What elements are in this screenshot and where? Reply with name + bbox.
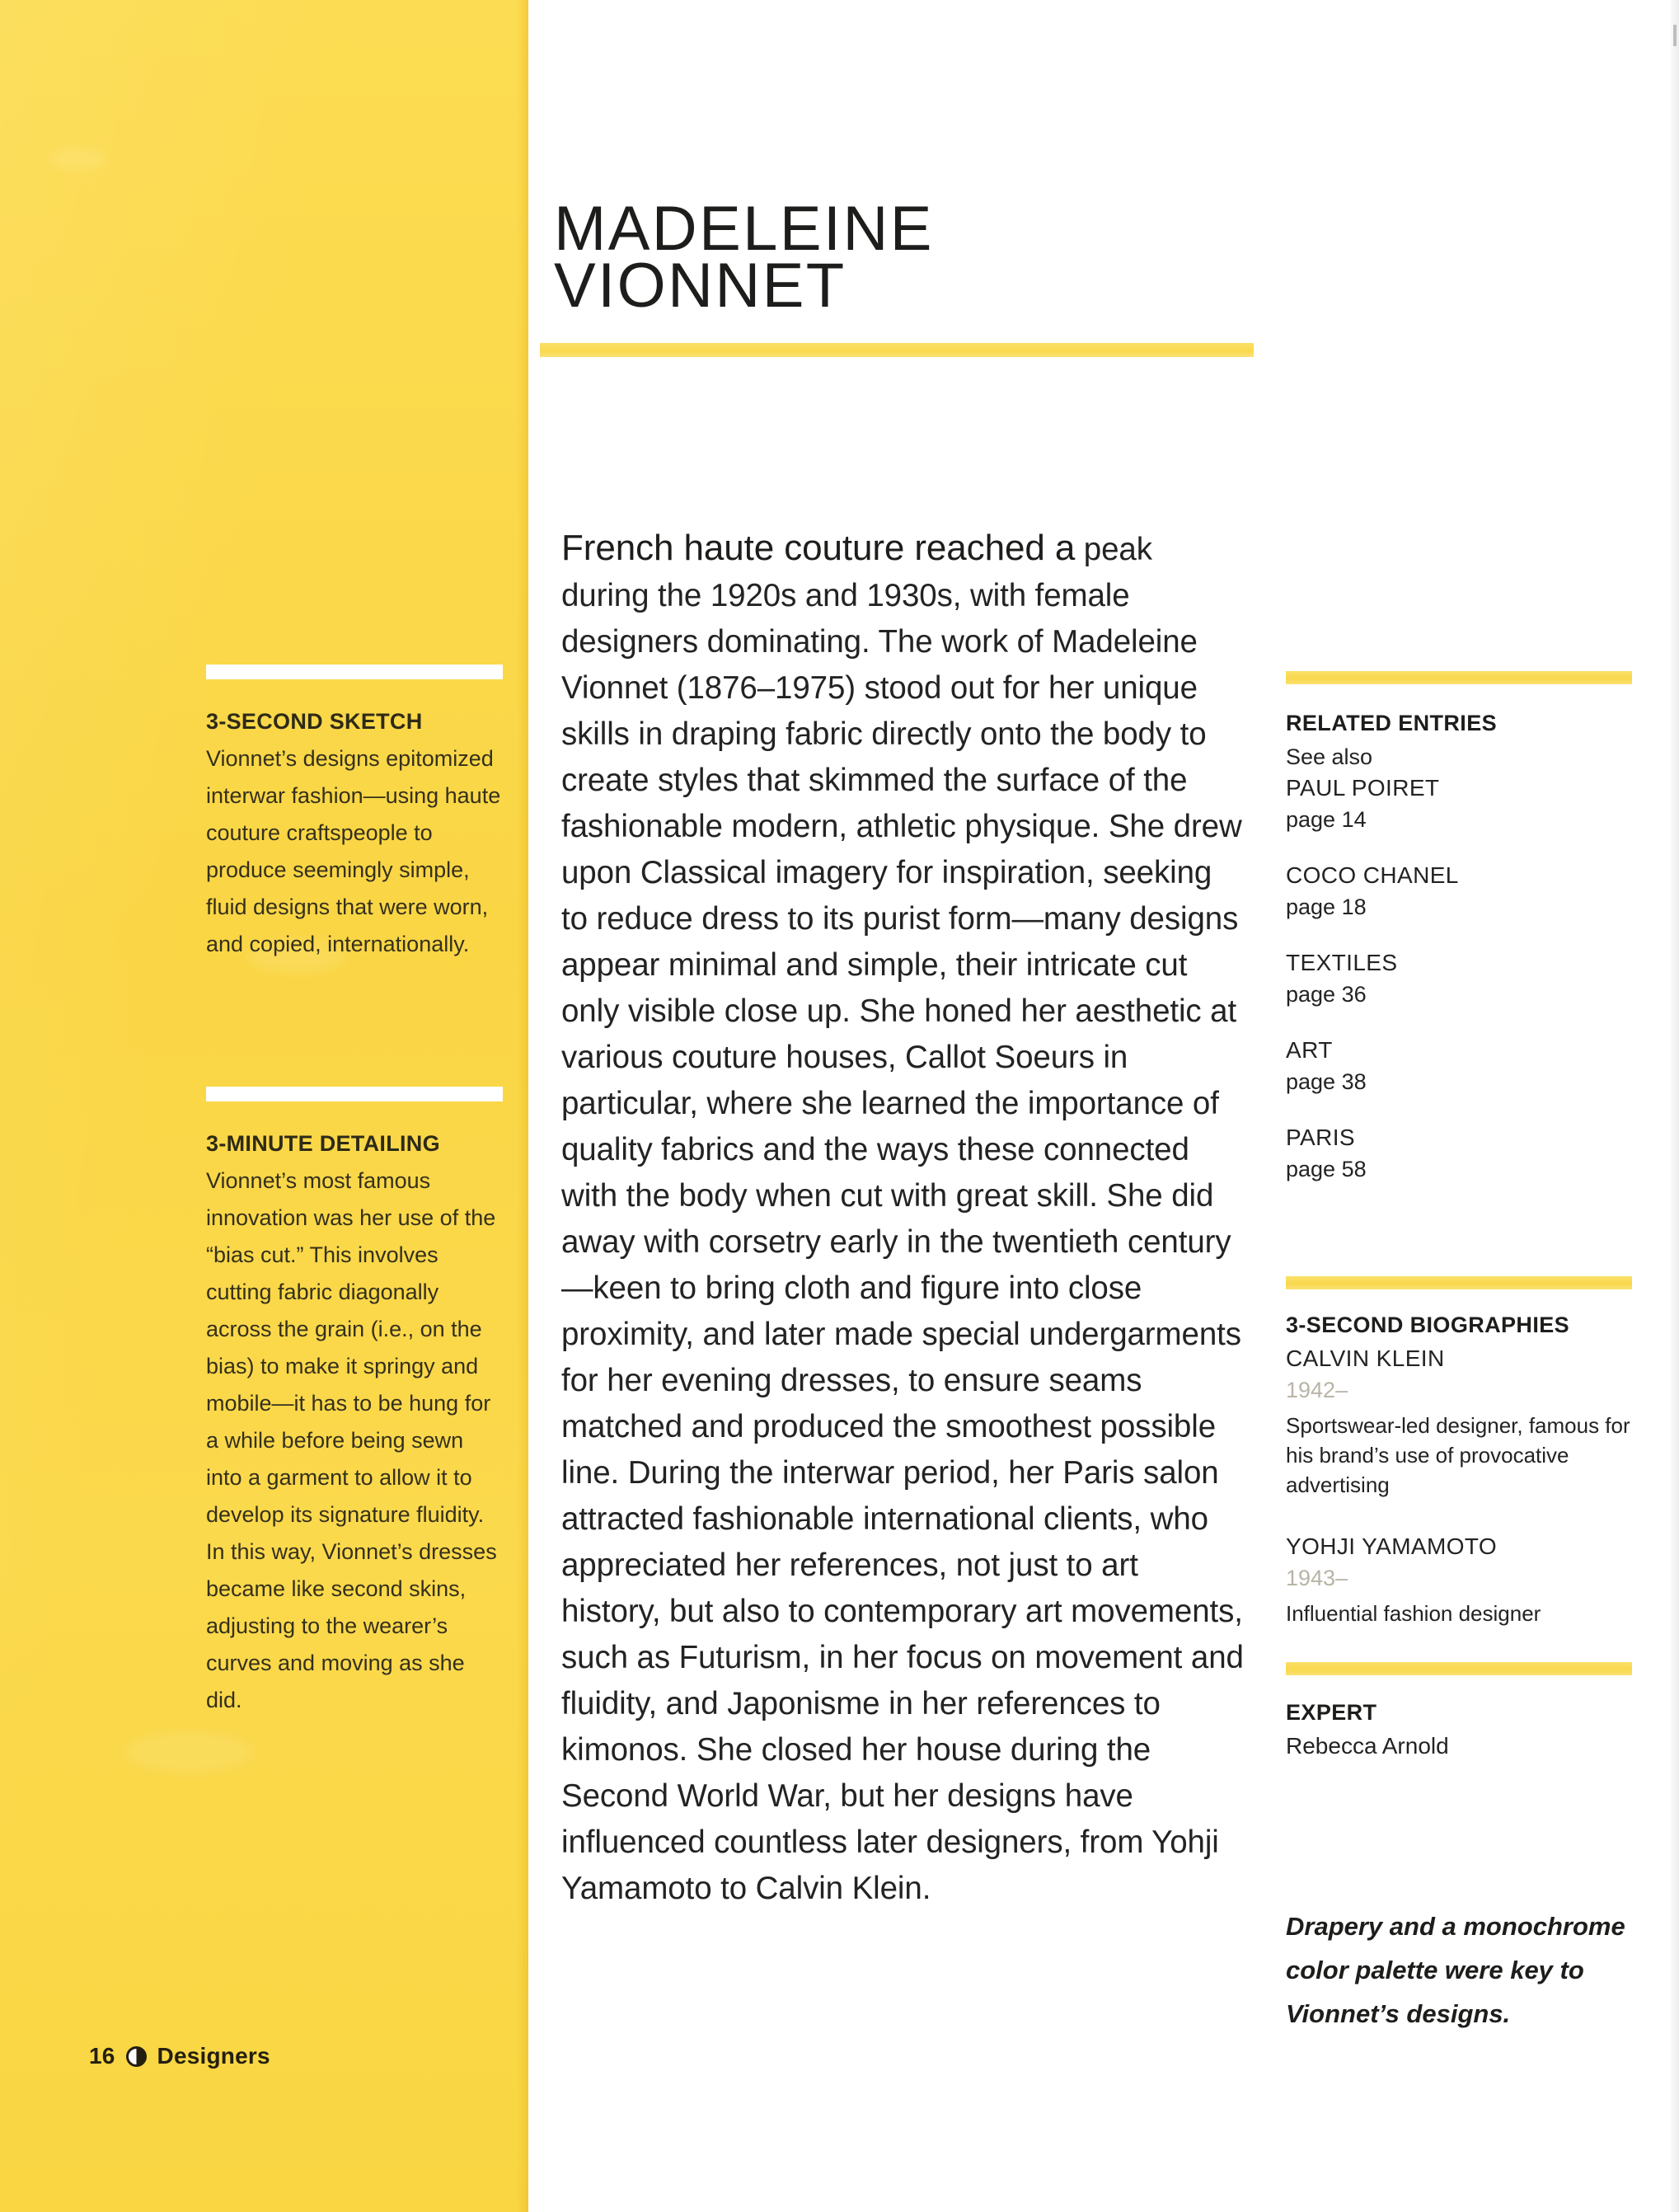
article-lead-sentence: French haute couture reached a [561, 528, 1076, 568]
footer-page-number: 16 [89, 2043, 115, 2069]
related-entry-page: page 18 [1286, 895, 1367, 919]
sidebar-heading-sketch: 3-SECOND SKETCH [206, 709, 423, 734]
sidebar-section-3-second-sketch [206, 709, 503, 963]
related-entry[interactable] [1286, 1035, 1632, 1097]
rail-section-expert [1286, 1700, 1632, 1762]
page-title [554, 194, 1296, 321]
article-paragraph [561, 525, 1245, 1912]
sidebar-heading-detailing: 3-MINUTE DETAILING [206, 1131, 440, 1156]
biography-name: CALVIN KLEIN [1286, 1346, 1445, 1371]
biography-item [1286, 1531, 1632, 1628]
biography-item [1286, 1343, 1632, 1500]
related-entry-name: TEXTILES [1286, 950, 1398, 975]
related-entry[interactable] [1286, 773, 1632, 835]
page-title-line-2: VIONNET [554, 251, 847, 321]
image-caption: Drapery and a monochrome color palette were key to Vionnet’s designs. [1286, 1912, 1625, 2028]
page-title-line-1: MADELEINE [554, 194, 934, 264]
sidebar-divider-sketch [206, 665, 503, 679]
related-entry-page: page 38 [1286, 1069, 1367, 1094]
rail-rule-expert [1286, 1662, 1632, 1675]
expert-name: Rebecca Arnold [1286, 1733, 1449, 1759]
rail-rule-biographies [1286, 1276, 1632, 1289]
related-entry-page: page 58 [1286, 1157, 1367, 1181]
biography-name: YOHJI YAMAMOTO [1286, 1533, 1498, 1559]
sidebar-divider-detailing [206, 1087, 503, 1101]
related-entry[interactable] [1286, 1122, 1632, 1185]
related-entry[interactable] [1286, 860, 1632, 923]
rail-see-also-label: See also [1286, 744, 1373, 769]
rail-section-related-entries [1286, 711, 1632, 1185]
related-entry-page: page 36 [1286, 982, 1367, 1007]
related-entry-page: page 14 [1286, 807, 1367, 832]
half-circle-icon [126, 2046, 147, 2067]
title-underline-rule [540, 343, 1254, 357]
footer-section-label: Designers [157, 2043, 270, 2069]
paper-texture-speck [49, 148, 107, 170]
sidebar-body-detailing: Vionnet’s most famous innovation was her use of the “bias cut.” This involves cutting fabric diagonally across the grain (i.e., on the bias) to make it springy and mobile—it has to be hung for a while before being sewn into a garment to allow it to develop its signature fluidity. In this way, Vionnet’s dresses became like second skins, adjusting to the wearer’s curves and moving as she did. [206, 1168, 497, 1712]
page-footer [89, 2043, 270, 2069]
panel-edge-shade [517, 0, 528, 2212]
page-right-edge [1671, 0, 1679, 2212]
sidebar-section-3-minute-detailing [206, 1131, 503, 1719]
biography-dates: 1943– [1286, 1566, 1348, 1590]
paper-texture-speck [124, 1731, 256, 1773]
biography-description: Influential fashion designer [1286, 1601, 1541, 1626]
related-entry[interactable] [1286, 947, 1632, 1010]
related-entry-name: ART [1286, 1037, 1333, 1063]
sidebar-body-sketch: Vionnet’s designs epitomized interwar fashion—using haute couture craftspeople to produce seemingly simple, fluid designs that were worn, and copied, internationally. [206, 746, 501, 956]
article-body-rest: peak during the 1920s and 1930s, with female designers dominating. The work of Madeleine Vionnet (1876–1975) stood out for her unique skills in draping fabric directly onto the body to create styles that skimmed the surface of the fashionable modern, athletic physique. She drew upon Classical imagery for inspiration, seeking to reduce dress to its purist form—many designs appear minimal and simple, their intricate cut only visible close up. She honed her aesthetic at various couture houses, Callot Soeurs in particular, where she learned the importance of quality fabrics and the ways these connected with the body when cut with great skill. She did away with corsetry early in the twentieth century—keen to bring cloth and figure into close proximity, and later made special undergarments for her evening dresses, to ensure seams matched and produced the smoothest possible line. During the interwar period, her Paris salon attracted fashionable international clients, who appreciated her references, not just to art history, but also to contemporary art movements, such as Futurism, in her focus on movement and fluidity, and Japonisme in her references to kimonos. She closed her house during the Second World War, but her designs have influenced countless later designers, from Yohji Yamamoto to Calvin Klein. [561, 532, 1244, 1906]
biography-dates: 1942– [1286, 1378, 1348, 1402]
related-entry-name: COCO CHANEL [1286, 862, 1459, 888]
rail-rule-related [1286, 671, 1632, 684]
left-yellow-panel [0, 0, 528, 2212]
page-edge-nick [1673, 25, 1677, 46]
related-entry-name: PAUL POIRET [1286, 775, 1440, 801]
main-article-text [561, 525, 1245, 1912]
rail-heading-related-entries: RELATED ENTRIES [1286, 711, 1498, 735]
rail-heading-biographies: 3-SECOND BIOGRAPHIES [1286, 1313, 1570, 1337]
biography-description: Sportswear-led designer, famous for his brand’s use of provocative advertising [1286, 1413, 1630, 1497]
rail-heading-expert: EXPERT [1286, 1700, 1377, 1725]
related-entry-name: PARIS [1286, 1125, 1355, 1150]
rail-section-biographies [1286, 1313, 1632, 1628]
